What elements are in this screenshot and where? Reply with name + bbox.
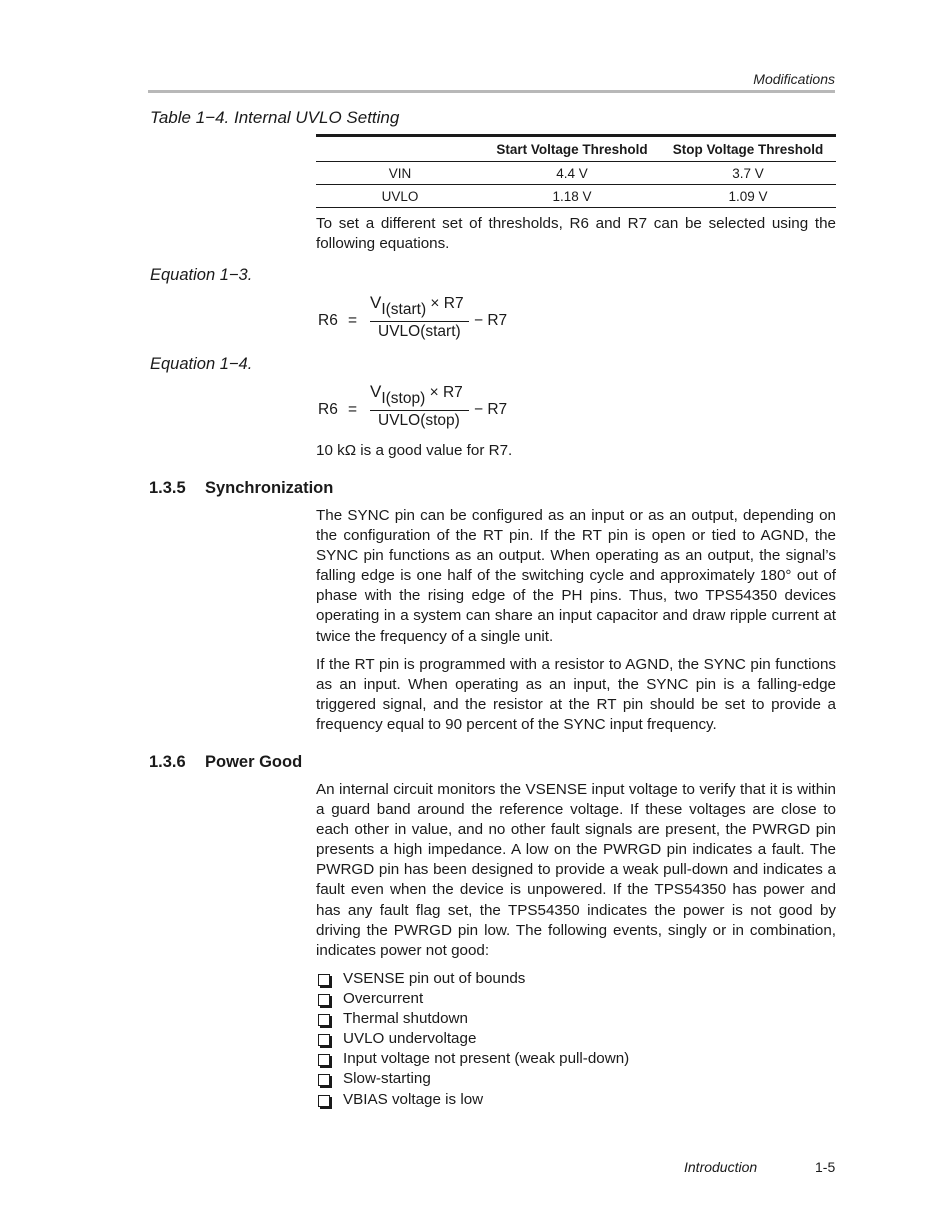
equation-equals: = [348,401,358,418]
checkbox-bullet-icon [318,1074,330,1086]
section-number: 1.3.6 [149,753,186,771]
list-item [316,1029,629,1049]
r7-note: 10 kΩ is a good value for R7. [316,442,513,459]
table-cell: VIN [388,165,412,181]
header-rule [148,90,835,93]
table-cell: 4.4 V [556,165,588,181]
equation-tail: − R7 [474,401,508,418]
numerator-variable: V [370,382,382,401]
list-item [316,969,629,989]
list-item-label: VBIAS voltage is low [343,1090,484,1108]
equation-label: Equation 1−3. [150,266,253,284]
numerator-variable: V [370,293,382,312]
equation-lhs: R6 [318,401,338,418]
equation-numerator [370,382,463,407]
list-item [316,989,629,1009]
list-item-label: VSENSE pin out of bounds [343,970,526,987]
numerator-subscript: I(start) [381,301,427,318]
table-header-row [316,136,836,162]
table-caption: Table 1−4. Internal UVLO Setting [150,108,400,127]
checkbox-bullet-icon [318,974,330,986]
equation-tail: − R7 [474,312,508,329]
table-cell: 1.18 V [552,188,592,204]
page-number: 1-5 [815,1159,836,1175]
list-item [316,1090,629,1110]
checkbox-bullet-icon [318,1054,330,1066]
list-item-label: Overcurrent [343,990,424,1008]
table-cell: 1.09 V [728,188,768,204]
running-header: Modifications [753,71,835,87]
table-row [316,162,836,185]
equation-denominator: UVLO(stop) [378,412,460,429]
power-good-paragraph: An internal circuit monitors the VSENSE input voltage to verify that it is within a guard band around the reference voltage. If these voltages are close to each other in value, and no other fault signals are present, the PWRGD pin presents a high impedance. A low on the PWRGD pin indicates a fault. The PWRGD pin has been designed to provide a weak pull-down and indicates a fault even when the device is unpowered. If the TPS54350 has power and has any fault flag set, the TPS54350 indicates the power is not good by driving the PWRGD pin low. The following events, singly or in combination, indicates power not good: [316,781,836,959]
checkbox-bullet-icon [318,1095,330,1107]
equation-numerator [370,293,464,318]
table-row [316,185,836,208]
table-header-cell [316,136,484,162]
list-item-label: Thermal shutdown [343,1010,468,1028]
numerator-subscript: I(stop) [381,390,426,407]
section-heading-synchronization [149,479,333,498]
fraction-bar [370,410,469,411]
equation-equals: = [348,312,358,329]
fault-conditions-list [316,969,629,1110]
intro-paragraph: To set a different set of thresholds, R6 and R7 can be selected using the following equations. [316,215,836,253]
table-cell: 3.7 V [732,165,764,181]
checkbox-bullet-icon [318,1014,330,1026]
list-item [316,1049,629,1069]
equation-lhs: R6 [318,312,338,329]
section-title: Power Good [205,753,303,771]
sync-paragraph-1: The SYNC pin can be configured as an input or as an output, depending on the configuration of the RT pin. If the RT pin is open or tied to AGND, the SYNC pin functions as an output. When operating as an output, the signal’s falling edge is one half of the switching cycle and approximately 180° out of phase with the rising edge of the PH pins. Thus, two TPS54350 devices operating in a system can share an input capacitor and draw ripple current at twice the frequency of a single unit. [316,507,836,645]
list-item-label: Slow-starting [343,1070,431,1088]
section-number: 1.3.5 [149,479,186,497]
uvlo-table [316,134,836,208]
table-header-cell: Start Voltage Threshold [496,141,648,157]
fraction-bar [370,321,469,322]
sync-paragraph-2: If the RT pin is programmed with a resistor to AGND, the SYNC pin functions as an input. When operating as an input, the SYNC pin is a falling-edge triggered signal, and the resistor at the RT pin should be set to provide a frequency equal to 90 percent of the SYNC input frequency. [316,656,836,734]
numerator-rest: × R7 [426,295,464,312]
equation-label: Equation 1−4. [150,355,253,373]
equation-denominator: UVLO(start) [378,323,461,340]
list-item-label: Input voltage not present (weak pull-down) [343,1050,630,1068]
section-heading-power-good [149,753,302,772]
table-header-cell: Stop Voltage Threshold [672,141,824,157]
numerator-rest: × R7 [425,384,463,401]
list-item [316,1009,629,1029]
list-item-label: UVLO undervoltage [343,1030,477,1048]
footer-chapter-title: Introduction [684,1159,758,1175]
checkbox-bullet-icon [318,994,330,1006]
table-cell: UVLO [381,188,419,204]
section-title: Synchronization [205,479,334,497]
list-item [316,1069,629,1089]
checkbox-bullet-icon [318,1034,330,1046]
